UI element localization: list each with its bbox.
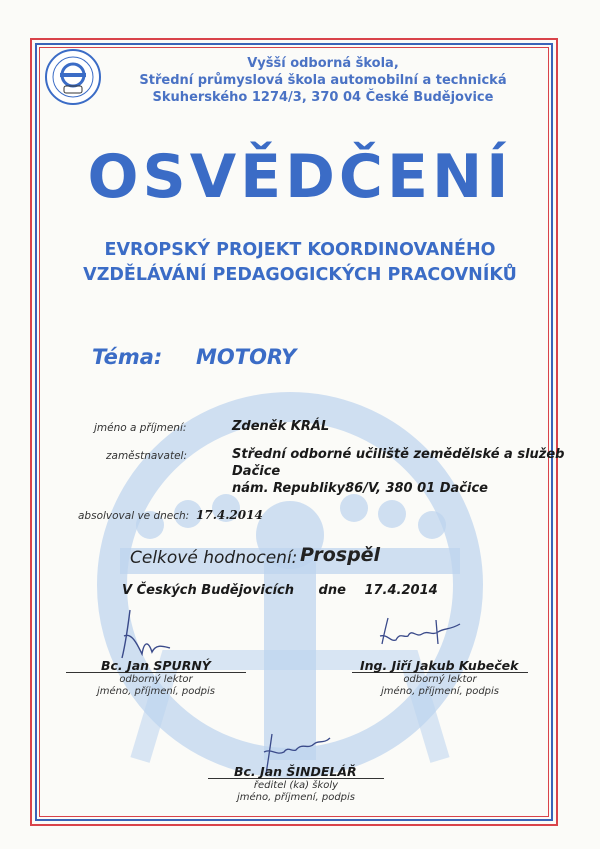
school-name-line1: Vyšší odborná škola, [247,56,399,71]
school-logo-seal [44,48,102,106]
employer-line3: nám. Republiky86/V, 380 01 Dačice [232,481,488,496]
lecturer-right-role2: jméno, příjmení, podpis [380,686,500,697]
certificate-title: OSVĚDČENÍ [87,142,513,212]
lecturer-right-name: Ing. Jiří Jakub Kubeček [360,658,519,673]
date-label: absolvoval ve dnech: [78,510,190,522]
place: V Českých Budějovicích [122,583,295,598]
evaluation-label: Celkové hodnocení: [130,548,298,568]
lecturer-right-role1: odborný lektor [403,674,477,685]
director-role1: ředitel (ka) školy [253,780,339,791]
employer-line1: Střední odborné učiliště zemědělské a služeb [232,447,565,462]
employer-line2: Dačice [232,464,281,479]
name-value: Zdeněk KRÁL [232,419,330,434]
project-name [0,238,600,288]
school-address: Skuherského 1274/3, 370 04 České Budějovice [152,90,494,105]
signature-kubecek [376,614,466,654]
director-role [208,780,384,804]
dne-word: dne [318,583,346,598]
school-header [108,55,538,106]
employer-label: zaměstnavatel: [106,450,187,462]
signature-spurny [118,606,178,664]
place-date-line [122,583,438,598]
lecturer-left-role [66,674,246,698]
topic-value: MOTORY [196,345,297,369]
name-label: jméno a příjmení: [94,422,187,434]
project-line1: EVROPSKÝ PROJEKT KOORDINOVANÉHO [104,240,496,260]
lecturer-left-role2: jméno, příjmení, podpis [96,686,216,697]
lecturer-left-role1: odborný lektor [119,674,193,685]
lecturer-left-name: Bc. Jan SPURNÝ [101,658,211,673]
lecturer-right-role [352,674,528,698]
topic-label: Téma: [92,345,163,369]
director-name: Bc. Jan ŠINDELÁŘ [234,764,357,779]
evaluation-value: Prospěl [300,544,381,566]
project-line2: VZDĚLÁVÁNÍ PEDAGOGICKÝCH PRACOVNÍKŮ [83,265,517,285]
school-name-line2: Střední průmyslová škola automobilní a technická [139,73,507,88]
issue-date: 17.4.2014 [364,583,438,598]
date-value: 17.4.2014 [196,508,263,522]
director-role2: jméno, příjmení, podpis [236,792,356,803]
